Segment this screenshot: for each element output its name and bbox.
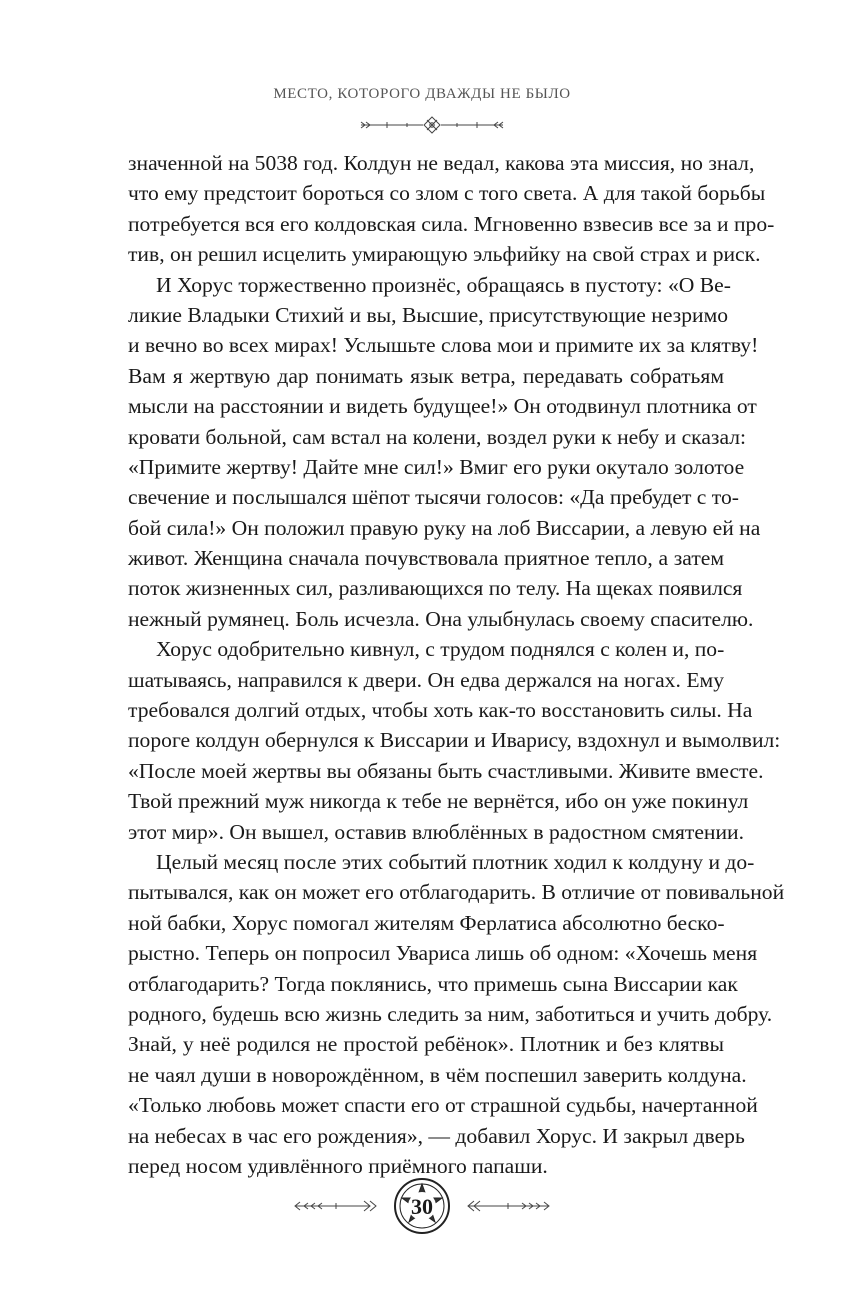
text-line: на небесах в час его рождения», — добавил Хорус. И закрыл дверь (128, 1123, 745, 1148)
text-line: тив, он решил исцелить умирающую эльфийку на свой страх и риск. (128, 242, 761, 267)
text-line: «Только любовь может спасти его от страшной судьбы, начертанной (128, 1093, 758, 1118)
paragraph (128, 270, 761, 635)
text-line: ликие Владыки Стихий и вы, Высшие, присутствующие незримо (128, 302, 729, 327)
text-line: перед носом удивлённого приёмного папаши. (128, 1153, 548, 1178)
page-number: 30 (411, 1194, 433, 1219)
text-line: Твой прежний муж никогда к тебе не вернётся, ибо он уже покинул (128, 789, 749, 814)
text-line: «После моей жертвы вы обязаны быть счастливыми. Живите вместе. (128, 758, 764, 783)
star-medallion-icon (395, 1179, 449, 1233)
paragraph (128, 847, 785, 1181)
arrow-diamond-ornament-icon (357, 114, 507, 136)
text-line: этот мир». Он вышел, оставив влюблённых в радостном смятении. (128, 819, 745, 844)
text-line: и вечно во всех мирах! Услышьте слова мои и примите их за клятву! (128, 333, 759, 358)
text-line: отблагодарить? Тогда поклянись, что примешь сына Виссарии как (128, 971, 738, 996)
text-line: шатываясь, направился к двери. Он едва держался на ногах. Ему (128, 667, 724, 692)
text-line: бой сила!» Он положил правую руку на лоб Виссарии, а левую ей на (128, 515, 761, 540)
paragraph (128, 634, 781, 847)
text-line: не чаял души в новорождённом, в чём поспешил заверить колдуна. (128, 1062, 747, 1087)
text-line: Вам я жертвую дар понимать язык ветра, передавать собратьям (128, 363, 724, 388)
body-text (128, 148, 785, 1181)
text-line: мысли на расстоянии и видеть будущее!» Он отодвинул плотника от (128, 394, 757, 419)
right-arrow-ornament-icon (468, 1201, 549, 1211)
text-line: И Хорус торжественно произнёс, обращаясь в пустоту: «О Ве- (156, 272, 731, 297)
text-line: живот. Женщина сначала почувствовала приятное тепло, а затем (128, 546, 724, 571)
paragraph (128, 148, 775, 270)
text-line: пытывался, как он может его отблагодарить. В отличие от повивальной (128, 880, 785, 905)
text-line: Знай, у неё родился не простой ребёнок». Плотник и без клятвы (128, 1032, 724, 1057)
text-line: значенной на 5038 год. Колдун не ведал, какова эта миссия, но знал, (128, 151, 755, 175)
text-line: поток жизненных сил, разливающихся по телу. На щеках появился (128, 576, 743, 601)
text-line: нежный румянец. Боль исчезла. Она улыбнулась своему спасителю. (128, 606, 754, 631)
text-line: что ему предстоит бороться со злом с того света. А для такой борьбы (128, 181, 766, 206)
text-line: свечение и послышался шёпот тысячи голосов: «Да пребудет с то- (128, 485, 739, 510)
running-head: МЕСТО, КОТОРОГО ДВАЖДЫ НЕ БЫЛО (273, 86, 571, 102)
text-line: «Примите жертву! Дайте мне сил!» Вмиг его руки окутало золотое (128, 454, 745, 479)
text-line: ной бабки, Хорус помогал жителям Ферлатиса абсолютно беско- (128, 910, 725, 935)
text-line: рыстно. Теперь он попросил Увариса лишь об одном: «Хочешь меня (128, 941, 758, 966)
page-folio (290, 1168, 554, 1244)
text-line: родного, будешь всю жизнь следить за ним, заботиться и учить добру. (128, 1001, 773, 1026)
text-line: кровати больной, сам встал на колени, воздел руки к небу и сказал: (128, 424, 746, 449)
text-line: Хорус одобрительно кивнул, с трудом поднялся с колен и, по- (156, 637, 725, 662)
text-line: Целый месяц после этих событий плотник ходил к колдуну и до- (156, 849, 755, 874)
left-arrow-ornament-icon (295, 1201, 376, 1211)
text-line: потребуется вся его колдовская сила. Мгновенно взвесив все за и про- (128, 211, 775, 236)
text-line: пороге колдун обернулся к Виссарии и Иварису, вздохнул и вымолвил: (128, 728, 781, 753)
text-line: требовался долгий отдых, чтобы хоть как-то восстановить силы. На (128, 698, 753, 723)
